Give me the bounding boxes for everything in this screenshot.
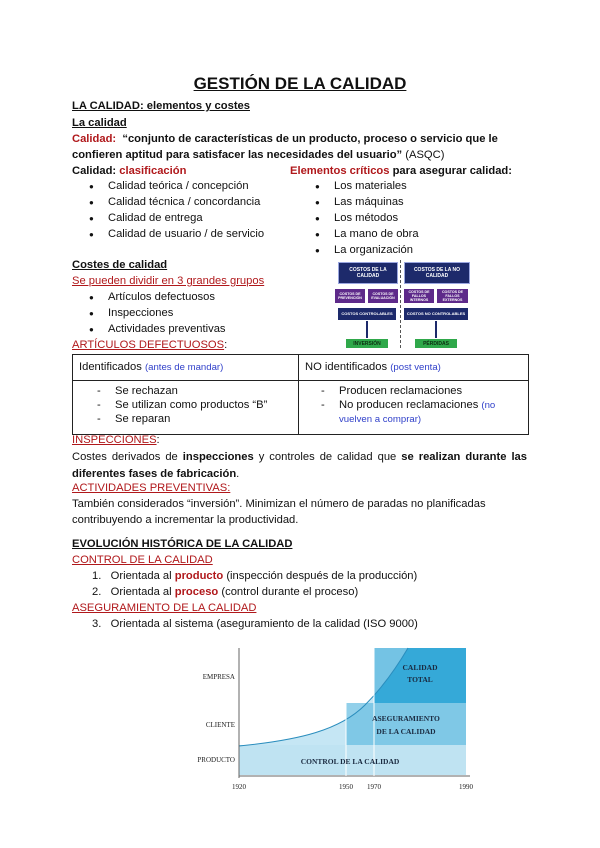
x-tick-1990: 1990 [459,783,473,791]
diagram-arrow-left [366,321,368,338]
class-item: ● Calidad de usuario / de servicio [108,228,264,240]
defects-heading-row [72,339,227,351]
text: (control durante el proceso) [218,586,359,598]
text: Costes derivados de [72,451,183,463]
defects-heading: ARTÍCULOS DEFECTUOSOS [72,339,225,351]
text: (inspección después de la producción) [223,570,418,582]
elements-label-text: para asegurar calidad: [389,165,512,177]
table-header-cell [299,355,529,381]
text: . [236,467,240,480]
diagram-arrow-right [435,321,437,338]
text: Orientada al sistema (aseguramiento de la calidad (ISO 9000) [110,618,418,630]
costs-heading: Costes de calidad [72,259,168,271]
table-item: - Producen reclamaciones [339,385,462,397]
diagram-evaluation: COSTOS DE EVALUACIÓN [368,289,398,303]
cost-group: ● Actividades preventivas [108,323,226,335]
x-tick-1920: 1920 [232,783,246,791]
header-text: NO identificados [305,361,391,373]
definition-text: “conjunto de características de un producto, proceso o servicio que le [122,133,498,145]
classification-label-text: Calidad: [72,165,120,177]
definition-source: (ASQC) [402,149,445,161]
element-item: ● Los materiales [334,180,407,192]
diagram-nonquality-costs: COSTOS DE LA NO CALIDAD [404,262,470,284]
table-body-cell [73,381,299,435]
table-item: - Se reparan [115,413,170,425]
diagram-quality-costs: COSTOS DE LA CALIDAD [338,262,398,284]
section-heading-calidad: LA CALIDAD: elementos y costes [72,100,250,112]
definition-term: Calidad: [72,133,117,145]
definition-text-bold: confieren aptitud para satisfacer las necesidades del usuario” [72,149,403,161]
defects-table [72,354,529,435]
page-title: GESTIÓN DE LA CALIDAD [193,74,407,93]
defects-colon: : [224,339,228,351]
item-number: 1. [92,570,102,582]
assurance-heading: ASEGURAMIENTO DE LA CALIDAD [72,602,257,614]
preventive-line1: También considerados “inversión”. Minimizan el número de paradas no planificadas [72,498,486,510]
class-item: ● Calidad técnica / concordancia [108,196,260,208]
text: Orientada al [110,586,175,598]
inspections-heading: INSPECCIONES [72,434,157,446]
diagram-divider [400,260,401,348]
table-item: - Se rechazan [115,385,178,397]
class-item: ● Calidad teórica / concepción [108,180,249,192]
cost-group: ● Artículos defectuosos [108,291,215,303]
table-header-identified [73,355,298,373]
table-item-note: (no [481,400,496,411]
definition-line2 [72,149,444,161]
element-item: ● La organización [334,244,413,256]
x-tick-1970: 1970 [367,783,381,791]
text-bold: inspecciones [182,451,254,463]
evolution-chart [180,640,480,800]
text-bold: producto [174,570,224,582]
header-note: (post venta) [390,362,441,373]
text-bold: proceso [174,586,219,598]
table-item-text: No producen reclamaciones [339,399,482,411]
item-number: 2. [92,586,102,598]
evolution-item-1 [92,570,417,582]
evolution-item-2 [92,586,358,598]
table-header-unidentified [299,355,528,373]
region-label-control: CONTROL DE LA CALIDAD [300,757,400,766]
diagram-prevention: COSTOS DE PREVENCIÓN [335,289,365,303]
table-item [339,399,495,411]
evolution-item-3 [92,618,418,630]
region-label-total-2: TOTAL [407,675,433,684]
table-body-cell [299,381,529,435]
table-item-note-cont: vuelven a comprar) [339,414,422,425]
region-label-assurance-1: ASEGURAMIENTO [372,714,440,723]
table-item: - Se utilizan como productos “B” [115,399,267,411]
elements-label [290,165,512,177]
costs-subheading: Se pueden dividir en 3 grandes grupos [72,275,265,287]
element-item: ● Los métodos [334,212,398,224]
class-item: ● Calidad de entrega [108,212,203,224]
diagram-uncontrollable: COSTOS NO CONTROLABLES [404,308,468,320]
diagram-investment: INVERSIÓN [346,339,388,348]
preventive-heading: ACTIVIDADES PREVENTIVAS: [72,482,231,494]
text-bold: se realizan durante [401,451,507,463]
text: Orientada al [110,570,175,582]
header-text: Identificados [79,361,145,373]
y-label-producto: PRODUCTO [197,756,235,764]
cost-diagram [333,260,473,350]
cost-group: ● Inspecciones [108,307,173,319]
elements-label-red: Elementos críticos [290,165,390,177]
control-heading: CONTROL DE LA CALIDAD [72,554,213,566]
element-item: ● La mano de obra [334,228,419,240]
y-label-empresa: EMPRESA [202,673,235,681]
definition-line1 [72,133,498,145]
inspections-heading-row [72,434,160,446]
text: y controles de calidad que [253,451,402,463]
inspections-paragraph [72,449,527,482]
element-item: ● Las máquinas [334,196,404,208]
evolution-heading: EVOLUCIÓN HISTÓRICA DE LA CALIDAD [72,538,293,550]
diagram-controllable: COSTOS CONTROLABLES [338,308,396,320]
x-tick-1950: 1950 [339,783,353,791]
diagram-external-failures: COSTOS DE FALLOS EXTERNOS [437,289,468,303]
classification-label-red: clasificación [119,165,187,177]
subheading-la-calidad: La calidad [72,117,127,129]
diagram-losses: PÉRDIDAS [415,339,457,348]
inspections-colon: : [156,434,160,446]
item-number: 3. [92,618,102,630]
header-note: (antes de mandar) [144,362,224,373]
text-bold: las diferentes fases de fabricación [72,451,528,480]
region-label-total-1: CALIDAD [402,663,438,672]
region-label-assurance-2: DE LA CALIDAD [376,727,436,736]
diagram-internal-failures: COSTOS DE FALLOS INTERNOS [404,289,434,303]
classification-label [72,165,186,177]
preventive-line2: contribuyendo a incrementar la productividad. [72,514,299,526]
table-header-cell [73,355,299,381]
y-label-cliente: CLIENTE [205,721,235,729]
region-assurance [346,703,466,745]
